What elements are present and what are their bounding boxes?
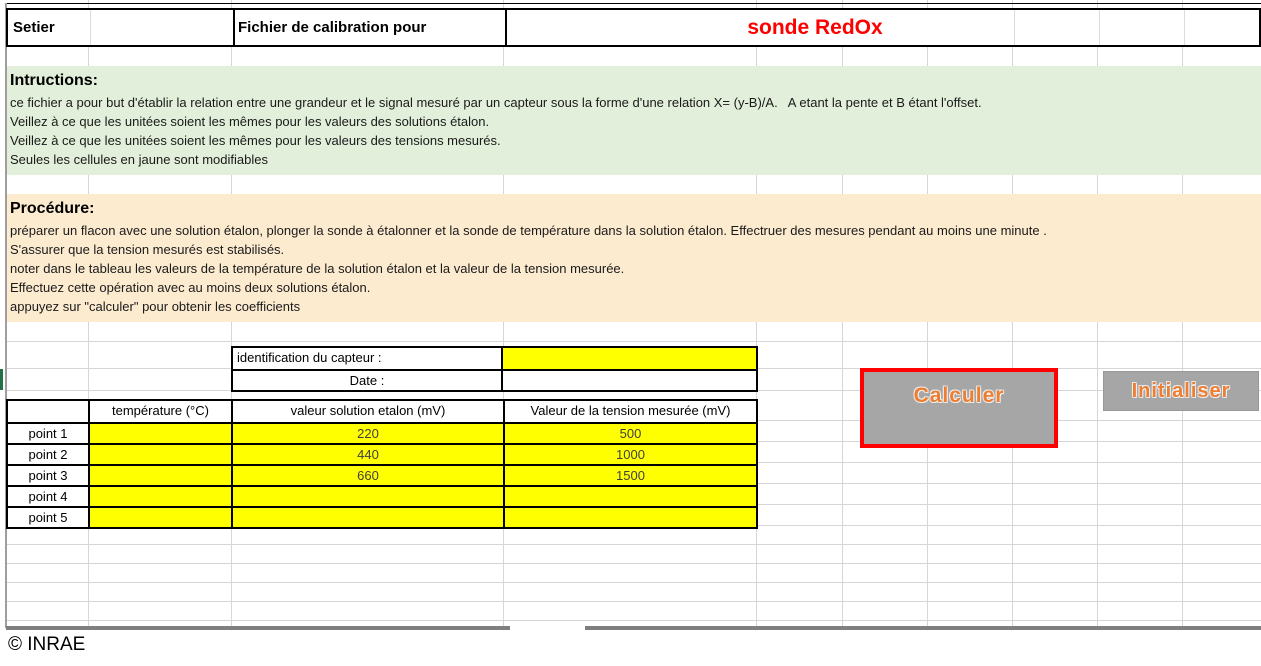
instructions-block xyxy=(7,66,1261,175)
gridline xyxy=(6,601,1261,602)
gridline xyxy=(1184,10,1185,45)
procedure-heading: Procédure: xyxy=(10,200,95,217)
procedure-line: Effectuez cette opération avec au moins deux solutions étalon. xyxy=(10,280,371,295)
initialiser-button[interactable] xyxy=(1103,371,1259,411)
procedure-line: S'assurer que la tension mesurés est stabilisés. xyxy=(10,242,285,257)
table-row xyxy=(8,485,756,506)
tension-cell[interactable]: 1000 xyxy=(503,445,756,464)
sensor-id-input-cell[interactable] xyxy=(503,348,756,369)
gridline xyxy=(90,10,91,45)
instructions-heading: Intructions: xyxy=(10,72,98,89)
tension-cell[interactable] xyxy=(503,487,756,506)
row-label: point 4 xyxy=(28,489,68,504)
tension-cell[interactable] xyxy=(503,508,756,527)
etalon-cell[interactable]: 660 xyxy=(231,466,503,485)
etalon-cell[interactable] xyxy=(231,487,503,506)
sensor-form xyxy=(231,346,758,392)
table-row xyxy=(8,464,756,485)
owner-cell: Setier xyxy=(13,19,55,36)
tension-cell[interactable]: 500 xyxy=(503,424,756,443)
initialiser-button-label: Initialiser xyxy=(1131,380,1231,402)
date-value-cell xyxy=(503,371,756,390)
temperature-cell[interactable] xyxy=(88,445,231,464)
etalon-cell[interactable] xyxy=(231,508,503,527)
copyright-text: © INRAE xyxy=(8,634,86,655)
temperature-cell[interactable] xyxy=(88,424,231,443)
instruction-line: Veillez à ce que les unitées soient les mêmes pour les valeurs des solutions étalon. xyxy=(10,114,490,129)
temperature-cell[interactable] xyxy=(88,466,231,485)
etalon-cell[interactable]: 440 xyxy=(231,445,503,464)
title-row xyxy=(6,8,1261,47)
row-label: point 1 xyxy=(28,426,68,441)
calculer-button[interactable] xyxy=(860,368,1058,448)
sensor-id-label: identification du capteur : xyxy=(233,348,503,369)
procedure-line: préparer un flacon avec une solution étalon, plonger la sonde à étalonner et la sonde de température dans la solution étalon. Effectruer des mesures pendant au moins une minute . xyxy=(10,223,1047,238)
col-header-temperature: température (°C) xyxy=(88,401,231,422)
col-header-etalon: valeur solution etalon (mV) xyxy=(231,401,503,422)
date-label: Date : xyxy=(233,371,503,390)
sheet-top-border xyxy=(6,3,1261,4)
calculer-button-label: Calculer xyxy=(913,384,1005,407)
cell-divider xyxy=(233,10,235,45)
procedure-line: appuyez sur "calculer" pour obtenir les coefficients xyxy=(10,299,301,314)
tension-cell[interactable]: 1500 xyxy=(503,466,756,485)
procedure-block xyxy=(7,194,1261,322)
gridline xyxy=(6,620,1261,621)
page-break-line xyxy=(6,626,510,630)
table-row xyxy=(8,443,756,464)
instruction-line: Seules les cellules en jaune sont modifiables xyxy=(10,152,268,167)
table-header-row xyxy=(8,401,756,422)
gridline xyxy=(6,563,1261,564)
row-selection-mark xyxy=(0,369,3,390)
row-label: point 3 xyxy=(28,468,68,483)
temperature-cell[interactable] xyxy=(88,508,231,527)
gridline xyxy=(6,582,1261,583)
instruction-line: Veillez à ce que les unitées soient les mêmes pour les valeurs des tensions mesurés. xyxy=(10,133,501,148)
etalon-cell[interactable]: 220 xyxy=(231,424,503,443)
gridline xyxy=(6,341,1261,342)
procedure-line: noter dans le tableau les valeurs de la température de la solution étalon et la valeur de la tension mesurée. xyxy=(10,261,625,276)
date-row xyxy=(233,369,756,390)
row-label: point 5 xyxy=(28,510,68,525)
sensor-name-cell: sonde RedOx xyxy=(747,16,883,39)
col-header-tension: Valeur de la tension mesurée (mV) xyxy=(503,401,756,422)
calibration-table xyxy=(6,399,758,529)
table-row xyxy=(8,422,756,443)
instruction-line: ce fichier a pour but d'établir la relation entre une grandeur et le signal mesuré par un capteur sous la forme d'une relation X= (y-B)/A. A etant la pente et B étant l'offset. xyxy=(10,95,982,110)
gridline xyxy=(6,544,1261,545)
table-row xyxy=(8,506,756,527)
row-label: point 2 xyxy=(28,447,68,462)
col-header-blank xyxy=(8,401,88,422)
page-break-line xyxy=(585,626,1261,630)
file-label-cell: Fichier de calibration pour xyxy=(238,19,427,36)
sensor-id-row xyxy=(233,348,756,369)
temperature-cell[interactable] xyxy=(88,487,231,506)
